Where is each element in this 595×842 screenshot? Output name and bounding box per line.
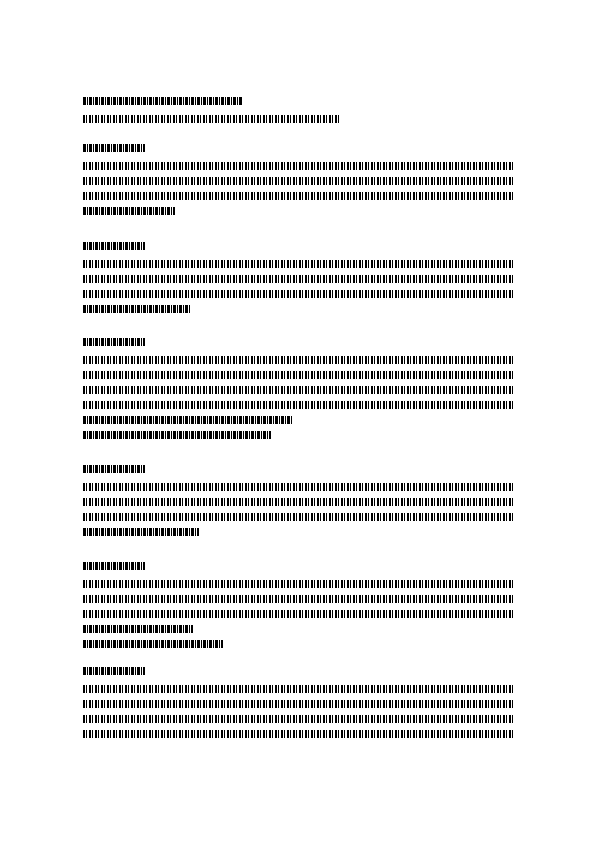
text-mark [83,144,145,152]
text-mark [83,115,339,123]
text-mark [83,685,513,693]
paragraph-line [83,386,523,401]
paragraph-line [83,595,523,610]
text-mark [83,640,223,648]
paragraph-line [83,356,523,371]
text-mark [83,207,175,215]
text-mark [83,401,513,409]
document-section [83,562,523,655]
paragraph-line [83,640,523,655]
text-mark [83,356,513,364]
text-mark [83,416,293,424]
section-heading [83,667,523,683]
text-mark [83,715,513,723]
text-mark [83,700,513,708]
text-mark [83,177,513,185]
paragraph-line [83,715,523,730]
paragraph-line [83,730,523,745]
text-mark [83,431,271,439]
text-mark [83,625,193,633]
text-mark [83,465,145,473]
paragraph-line [83,290,523,305]
paragraph-line [83,371,523,386]
text-mark [83,242,145,250]
text-mark [83,97,243,105]
paragraph-line [83,305,523,320]
paragraph-line [83,498,523,513]
text-mark [83,260,513,268]
paragraph-line [83,483,523,498]
document-section [83,667,523,745]
paragraph-line [83,625,523,640]
text-mark [83,290,513,298]
paragraph-line [83,528,523,543]
text-mark [83,275,513,283]
paragraph-line [83,177,523,192]
paragraph-line [83,260,523,275]
text-mark [83,580,513,588]
text-mark [83,562,145,570]
paragraph-line [83,513,523,528]
paragraph-line [83,610,523,625]
paragraph-line [83,207,523,222]
section-heading [83,144,523,160]
section-heading [83,242,523,258]
text-mark [83,386,513,394]
text-mark [83,730,513,738]
text-mark [83,305,191,313]
text-mark [83,371,513,379]
paragraph-line [83,162,523,177]
header-line [83,97,523,113]
document-section [83,465,523,543]
header-line [83,115,523,131]
paragraph-line [83,700,523,715]
text-mark [83,528,199,536]
paragraph-line [83,685,523,700]
section-heading [83,465,523,481]
text-mark [83,667,145,675]
document-section [83,242,523,320]
paragraph-line [83,416,523,431]
paragraph-line [83,580,523,595]
text-mark [83,338,145,346]
text-mark [83,610,513,618]
section-heading [83,338,523,354]
paragraph-line [83,192,523,207]
paragraph-line [83,401,523,416]
document-section [83,338,523,446]
text-mark [83,513,513,521]
text-mark [83,483,513,491]
text-mark [83,162,513,170]
document-header [83,97,523,131]
paragraph-line [83,431,523,446]
text-mark [83,192,513,200]
document-section [83,144,523,222]
text-mark [83,595,513,603]
section-heading [83,562,523,578]
text-mark [83,498,513,506]
paragraph-line [83,275,523,290]
